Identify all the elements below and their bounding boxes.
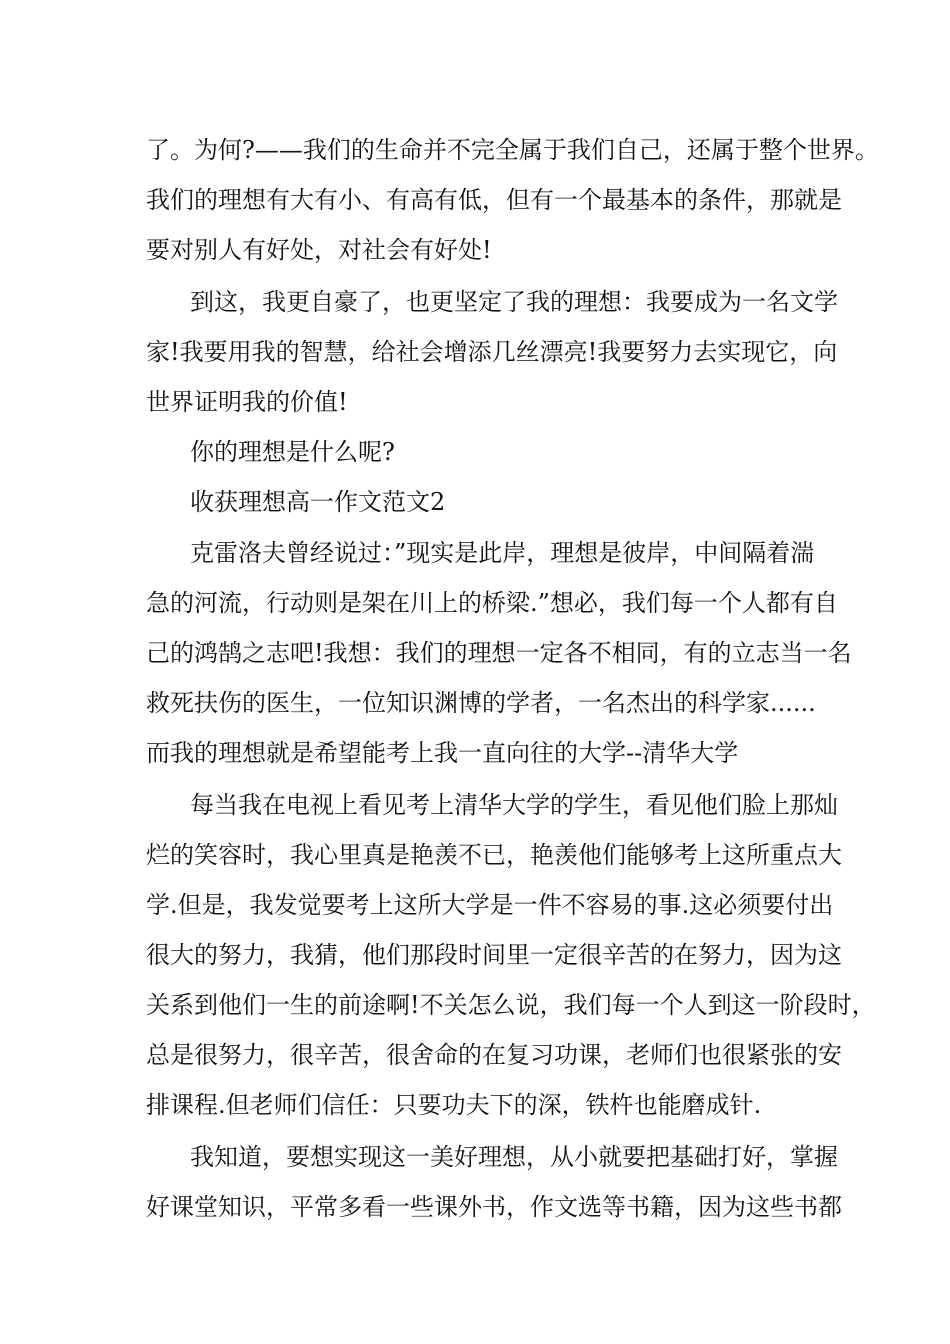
paragraph-6-line-5: 关系到他们一生的前途啊!不关怎么说，我们每一个人到这一阶段时， xyxy=(146,991,876,1019)
paragraph-2-line-2: 家!我要用我的智慧，给社会增添几丝漂亮!我要努力去实现它，向 xyxy=(146,338,838,366)
paragraph-2-line-1: 到这，我更自豪了，也更坚定了我的理想：我要成为一名文学 xyxy=(190,288,838,316)
paragraph-6-line-7: 排课程.但老师们信任：只要功夫下的深，铁杵也能磨成针. xyxy=(146,1091,762,1119)
paragraph-5-line-5: 而我的理想就是希望能考上我一直向往的大学--清华大学 xyxy=(146,739,739,767)
paragraph-5-line-2: 急的河流，行动则是架在川上的桥梁.”想必，我们每一个人都有自 xyxy=(146,589,838,617)
paragraph-1-line-1: 了。为何?——我们的生命并不完全属于我们自己，还属于整个世界。 xyxy=(146,136,879,164)
paragraph-1-line-3: 要对别人有好处，对社会有好处! xyxy=(146,236,492,264)
paragraph-5-line-3: 己的鸿鹄之志吧!我想：我们的理想一定各不相同，有的立志当一名 xyxy=(146,639,852,667)
paragraph-6-line-2: 烂的笑容时，我心里真是艳羡不已，艳羡他们能够考上这所重点大 xyxy=(146,841,842,869)
paragraph-6-line-3: 学.但是，我发觉要考上这所大学是一件不容易的事.这必须要付出 xyxy=(146,891,834,919)
paragraph-1-line-2: 我们的理想有大有小、有高有低，但有一个最基本的条件，那就是 xyxy=(146,186,842,214)
section-title: 收获理想高一作文范文2 xyxy=(190,488,446,516)
paragraph-6-line-4: 很大的努力，我猜，他们那段时间里一定很辛苦的在努力，因为这 xyxy=(146,941,842,969)
paragraph-2-line-3: 世界证明我的价值! xyxy=(146,388,348,416)
paragraph-5-line-4: 救死扶伤的医生，一位知识渊博的学者，一名杰出的科学家...... xyxy=(146,689,816,717)
paragraph-5-line-1: 克雷洛夫曾经说过：”现实是此岸，理想是彼岸，中间隔着湍 xyxy=(190,539,815,567)
paragraph-3-line-1: 你的理想是什么呢? xyxy=(190,438,395,466)
paragraph-6-line-6: 总是很努力，很辛苦，很舍命的在复习功课，老师们也很紧张的安 xyxy=(146,1041,842,1069)
paragraph-6-line-1: 每当我在电视上看见考上清华大学的学生，看见他们脸上那灿 xyxy=(190,791,838,819)
paragraph-7-line-2: 好课堂知识，平常多看一些课外书，作文选等书籍，因为这些书都 xyxy=(146,1193,842,1221)
paragraph-7-line-1: 我知道，要想实现这一美好理想，从小就要把基础打好，掌握 xyxy=(190,1143,838,1171)
